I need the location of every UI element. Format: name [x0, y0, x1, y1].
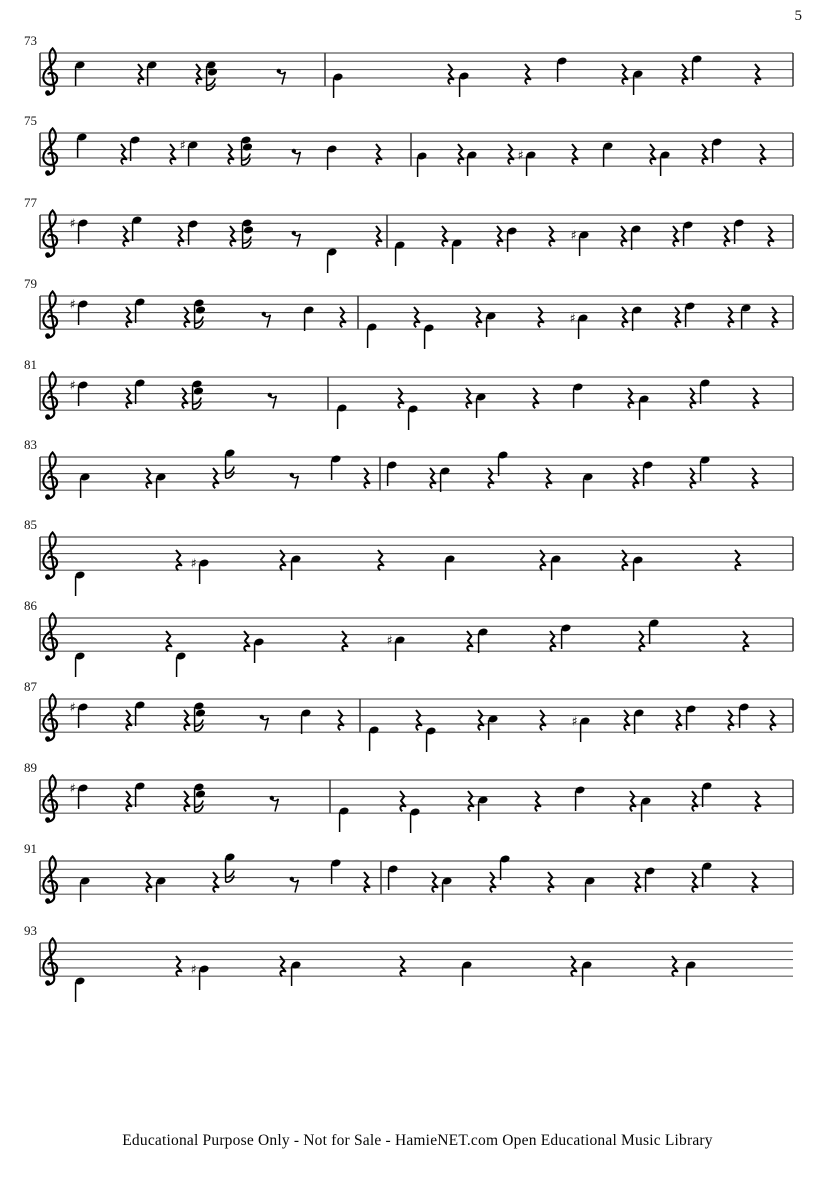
quarter-note	[452, 238, 463, 264]
quarter-rest	[690, 468, 695, 488]
measure-number: 75	[24, 113, 37, 128]
eighth-note-pair	[194, 782, 206, 812]
sharp-accidental: ♯	[190, 961, 197, 977]
quarter-note	[445, 554, 456, 580]
quarter-rest	[753, 388, 758, 408]
measure-number: 83	[24, 437, 37, 452]
quarter-rest	[364, 468, 369, 488]
quarter-note	[702, 781, 713, 807]
treble-clef-icon	[43, 128, 57, 175]
treble-clef-icon	[43, 856, 57, 903]
system-m79	[24, 276, 793, 349]
sharp-note	[518, 148, 537, 176]
quarter-note	[75, 651, 86, 677]
quarter-note	[632, 305, 643, 331]
quarter-note	[459, 71, 470, 97]
quarter-rest	[755, 791, 760, 811]
treble-clef-icon	[43, 938, 57, 985]
quarter-note	[700, 378, 711, 404]
quarter-rest	[213, 872, 218, 892]
eighth-rest	[270, 796, 279, 812]
quarter-note	[476, 392, 487, 418]
quarter-note	[80, 472, 91, 498]
system-m77	[24, 195, 793, 273]
quarter-note	[575, 785, 586, 811]
quarter-note	[683, 220, 694, 246]
system-m86	[24, 598, 793, 677]
sharp-accidental: ♯	[179, 137, 186, 153]
quarter-rest	[146, 872, 151, 892]
quarter-rest	[690, 388, 695, 408]
quarter-note	[478, 795, 489, 821]
quarter-note	[712, 137, 723, 163]
quarter-note	[77, 132, 88, 158]
quarter-rest	[760, 144, 765, 164]
measure-number: 91	[24, 841, 37, 856]
quarter-note	[327, 247, 338, 273]
eighth-note-pair	[194, 298, 206, 328]
quarter-note	[291, 960, 302, 986]
quarter-rest	[416, 710, 421, 730]
quarter-rest	[442, 226, 447, 246]
quarter-rest	[650, 144, 655, 164]
treble-clef-icon	[43, 775, 57, 822]
quarter-rest	[621, 226, 626, 246]
quarter-note	[132, 215, 143, 241]
system-m75	[24, 113, 793, 177]
measure-number: 73	[24, 33, 37, 48]
quarter-rest	[458, 144, 463, 164]
measure-number: 89	[24, 760, 37, 775]
treble-clef-icon	[43, 613, 57, 660]
treble-clef-icon	[43, 694, 57, 741]
quarter-note	[488, 714, 499, 740]
quarter-note	[417, 151, 428, 177]
quarter-note	[135, 297, 146, 323]
quarter-rest	[622, 64, 627, 84]
quarter-rest	[414, 307, 419, 327]
sharp-note	[570, 311, 589, 339]
quarter-rest	[184, 307, 189, 327]
eighth-note-pair	[192, 379, 204, 409]
treble-clef-icon	[43, 291, 57, 338]
quarter-note	[75, 976, 86, 1002]
measure-number: 86	[24, 598, 37, 613]
quarter-note	[408, 404, 419, 430]
quarter-note	[585, 876, 596, 902]
quarter-note	[692, 54, 703, 80]
quarter-rest	[622, 307, 627, 327]
quarter-rest	[230, 226, 235, 246]
quarter-rest	[478, 710, 483, 730]
quarter-note	[442, 876, 453, 902]
quarter-rest	[466, 388, 471, 408]
sharp-accidental: ♯	[69, 377, 76, 393]
sharp-accidental: ♯	[190, 555, 197, 571]
measure-number: 87	[24, 679, 37, 694]
quarter-rest	[448, 64, 453, 84]
quarter-note	[462, 960, 473, 986]
quarter-rest	[126, 710, 131, 730]
quarter-rest	[752, 872, 757, 892]
quarter-rest	[682, 64, 687, 84]
sharp-accidental: ♯	[569, 310, 576, 326]
quarter-rest	[364, 872, 369, 892]
quarter-note	[369, 725, 380, 751]
quarter-note	[135, 781, 146, 807]
quarter-note	[337, 403, 348, 429]
quarter-note	[486, 311, 497, 337]
quarter-note	[645, 866, 656, 892]
sharp-accidental: ♯	[570, 227, 577, 243]
system-m85	[24, 517, 793, 596]
footer-text: Educational Purpose Only - Not for Sale - HamieNET.com Open Educational Music Library	[122, 1132, 713, 1149]
quarter-note	[188, 219, 199, 245]
quarter-note	[603, 141, 614, 167]
quarter-note	[333, 72, 344, 98]
quarter-rest	[228, 144, 233, 164]
quarter-note	[80, 876, 91, 902]
quarter-rest	[676, 710, 681, 730]
treble-clef-icon	[43, 452, 57, 499]
sharp-accidental: ♯	[386, 632, 393, 648]
quarter-note	[331, 454, 342, 480]
quarter-note	[685, 301, 696, 327]
quarter-note	[156, 472, 167, 498]
quarter-note	[426, 726, 437, 752]
measure-number: 85	[24, 517, 37, 532]
quarter-rest	[138, 64, 143, 84]
quarter-rest	[535, 791, 540, 811]
quarter-rest	[178, 226, 183, 246]
sharp-accidental: ♯	[69, 780, 76, 796]
treble-clef-icon	[43, 210, 57, 257]
quarter-note	[639, 394, 650, 420]
quarter-note	[700, 455, 711, 481]
quarter-rest	[692, 791, 697, 811]
quarter-rest	[170, 144, 175, 164]
quarter-note	[147, 60, 158, 86]
quarter-note	[410, 807, 421, 833]
quarter-rest	[497, 226, 502, 246]
quarter-note	[686, 704, 697, 730]
quarter-rest	[772, 307, 777, 327]
system-m87	[24, 679, 793, 752]
eighth-rest	[292, 231, 301, 247]
quarter-rest	[538, 307, 543, 327]
quarter-rest	[673, 226, 678, 246]
eighth-rest	[277, 69, 286, 85]
sharp-accidental: ♯	[571, 713, 578, 729]
quarter-note	[301, 708, 312, 734]
quarter-note	[424, 323, 435, 349]
quarter-note	[561, 623, 572, 649]
quarter-rest	[184, 791, 189, 811]
quarter-note	[135, 378, 146, 404]
quarter-rest	[398, 388, 403, 408]
quarter-rest	[488, 468, 493, 488]
quarter-note	[633, 69, 644, 95]
sharp-note	[572, 714, 591, 742]
sharp-accidental: ♯	[69, 699, 76, 715]
quarter-rest	[549, 226, 554, 246]
quarter-note	[686, 960, 697, 986]
quarter-rest	[624, 710, 629, 730]
eighth-rest	[260, 715, 269, 731]
quarter-rest	[728, 710, 733, 730]
quarter-rest	[432, 872, 437, 892]
quarter-rest	[548, 872, 553, 892]
quarter-rest	[702, 144, 707, 164]
treble-clef-icon	[43, 372, 57, 419]
system-m93	[24, 923, 793, 1002]
quarter-rest	[755, 64, 760, 84]
quarter-note	[331, 858, 342, 884]
quarter-rest	[196, 64, 201, 84]
eighth-note-pair	[194, 701, 206, 731]
quarter-note	[156, 876, 167, 902]
eighth-rest	[262, 312, 271, 328]
quarter-note	[573, 382, 584, 408]
quarter-note	[440, 466, 451, 492]
quarter-rest	[692, 872, 697, 892]
quarter-note	[176, 651, 187, 677]
quarter-rest	[630, 791, 635, 811]
measure-number: 93	[24, 923, 37, 938]
quarter-note	[304, 305, 315, 331]
quarter-rest	[468, 791, 473, 811]
quarter-rest	[770, 710, 775, 730]
quarter-rest	[533, 388, 538, 408]
quarter-note	[582, 960, 593, 986]
quarter-rest	[635, 872, 640, 892]
quarter-note	[130, 135, 141, 161]
quarter-rest	[376, 226, 381, 246]
quarter-rest	[376, 144, 381, 164]
quarter-rest	[490, 872, 495, 892]
quarter-rest	[126, 307, 131, 327]
quarter-note	[498, 450, 509, 476]
quarter-rest	[476, 307, 481, 327]
quarter-rest	[628, 388, 633, 408]
quarter-rest	[146, 468, 151, 488]
quarter-rest	[724, 226, 729, 246]
measure-number: 77	[24, 195, 37, 210]
eighth-rest	[268, 393, 277, 409]
quarter-rest	[182, 388, 187, 408]
quarter-note	[641, 796, 652, 822]
quarter-rest	[675, 307, 680, 327]
sharp-accidental: ♯	[69, 215, 76, 231]
quarter-note	[75, 570, 86, 596]
quarter-note	[367, 322, 378, 348]
eighth-rest	[290, 473, 299, 489]
quarter-rest	[184, 710, 189, 730]
quarter-rest	[728, 307, 733, 327]
quarter-note	[583, 472, 594, 498]
quarter-note	[660, 150, 671, 176]
quarter-note	[500, 854, 511, 880]
treble-clef-icon	[43, 48, 57, 95]
quarter-rest	[340, 307, 345, 327]
quarter-rest	[213, 468, 218, 488]
quarter-rest	[123, 226, 128, 246]
system-m73	[24, 33, 793, 98]
quarter-rest	[546, 468, 551, 488]
quarter-note	[467, 150, 478, 176]
system-m81	[24, 357, 793, 430]
quarter-rest	[752, 468, 757, 488]
quarter-note	[633, 555, 644, 581]
quarter-note	[478, 627, 489, 653]
quarter-note	[741, 303, 752, 329]
sharp-accidental: ♯	[69, 296, 76, 312]
system-m89	[24, 760, 793, 833]
quarter-note	[135, 700, 146, 726]
quarter-rest	[572, 144, 577, 164]
quarter-rest	[121, 144, 126, 164]
quarter-note	[631, 224, 642, 250]
quarter-rest	[126, 791, 131, 811]
system-m83	[24, 437, 793, 499]
system-m91	[24, 841, 793, 903]
eighth-rest	[292, 149, 301, 165]
quarter-rest	[508, 144, 513, 164]
quarter-rest	[126, 388, 131, 408]
quarter-note	[75, 60, 86, 86]
sharp-accidental: ♯	[517, 147, 524, 163]
quarter-note	[702, 861, 713, 887]
quarter-note	[551, 554, 562, 580]
quarter-note	[254, 637, 265, 663]
quarter-note	[634, 708, 645, 734]
eighth-note-pair	[241, 135, 253, 165]
quarter-note	[291, 554, 302, 580]
quarter-note	[649, 618, 660, 644]
treble-clef-icon	[43, 532, 57, 579]
quarter-rest	[525, 64, 530, 84]
quarter-rest	[400, 791, 405, 811]
quarter-rest	[338, 710, 343, 730]
measure-number: 81	[24, 357, 37, 372]
sharp-note	[387, 633, 406, 661]
page-number: 5	[794, 8, 802, 24]
quarter-rest	[540, 710, 545, 730]
quarter-rest	[633, 468, 638, 488]
eighth-rest	[290, 877, 299, 893]
quarter-note	[339, 806, 350, 832]
quarter-rest	[430, 468, 435, 488]
quarter-note	[395, 240, 406, 266]
measure-number: 79	[24, 276, 37, 291]
quarter-rest	[768, 226, 773, 246]
